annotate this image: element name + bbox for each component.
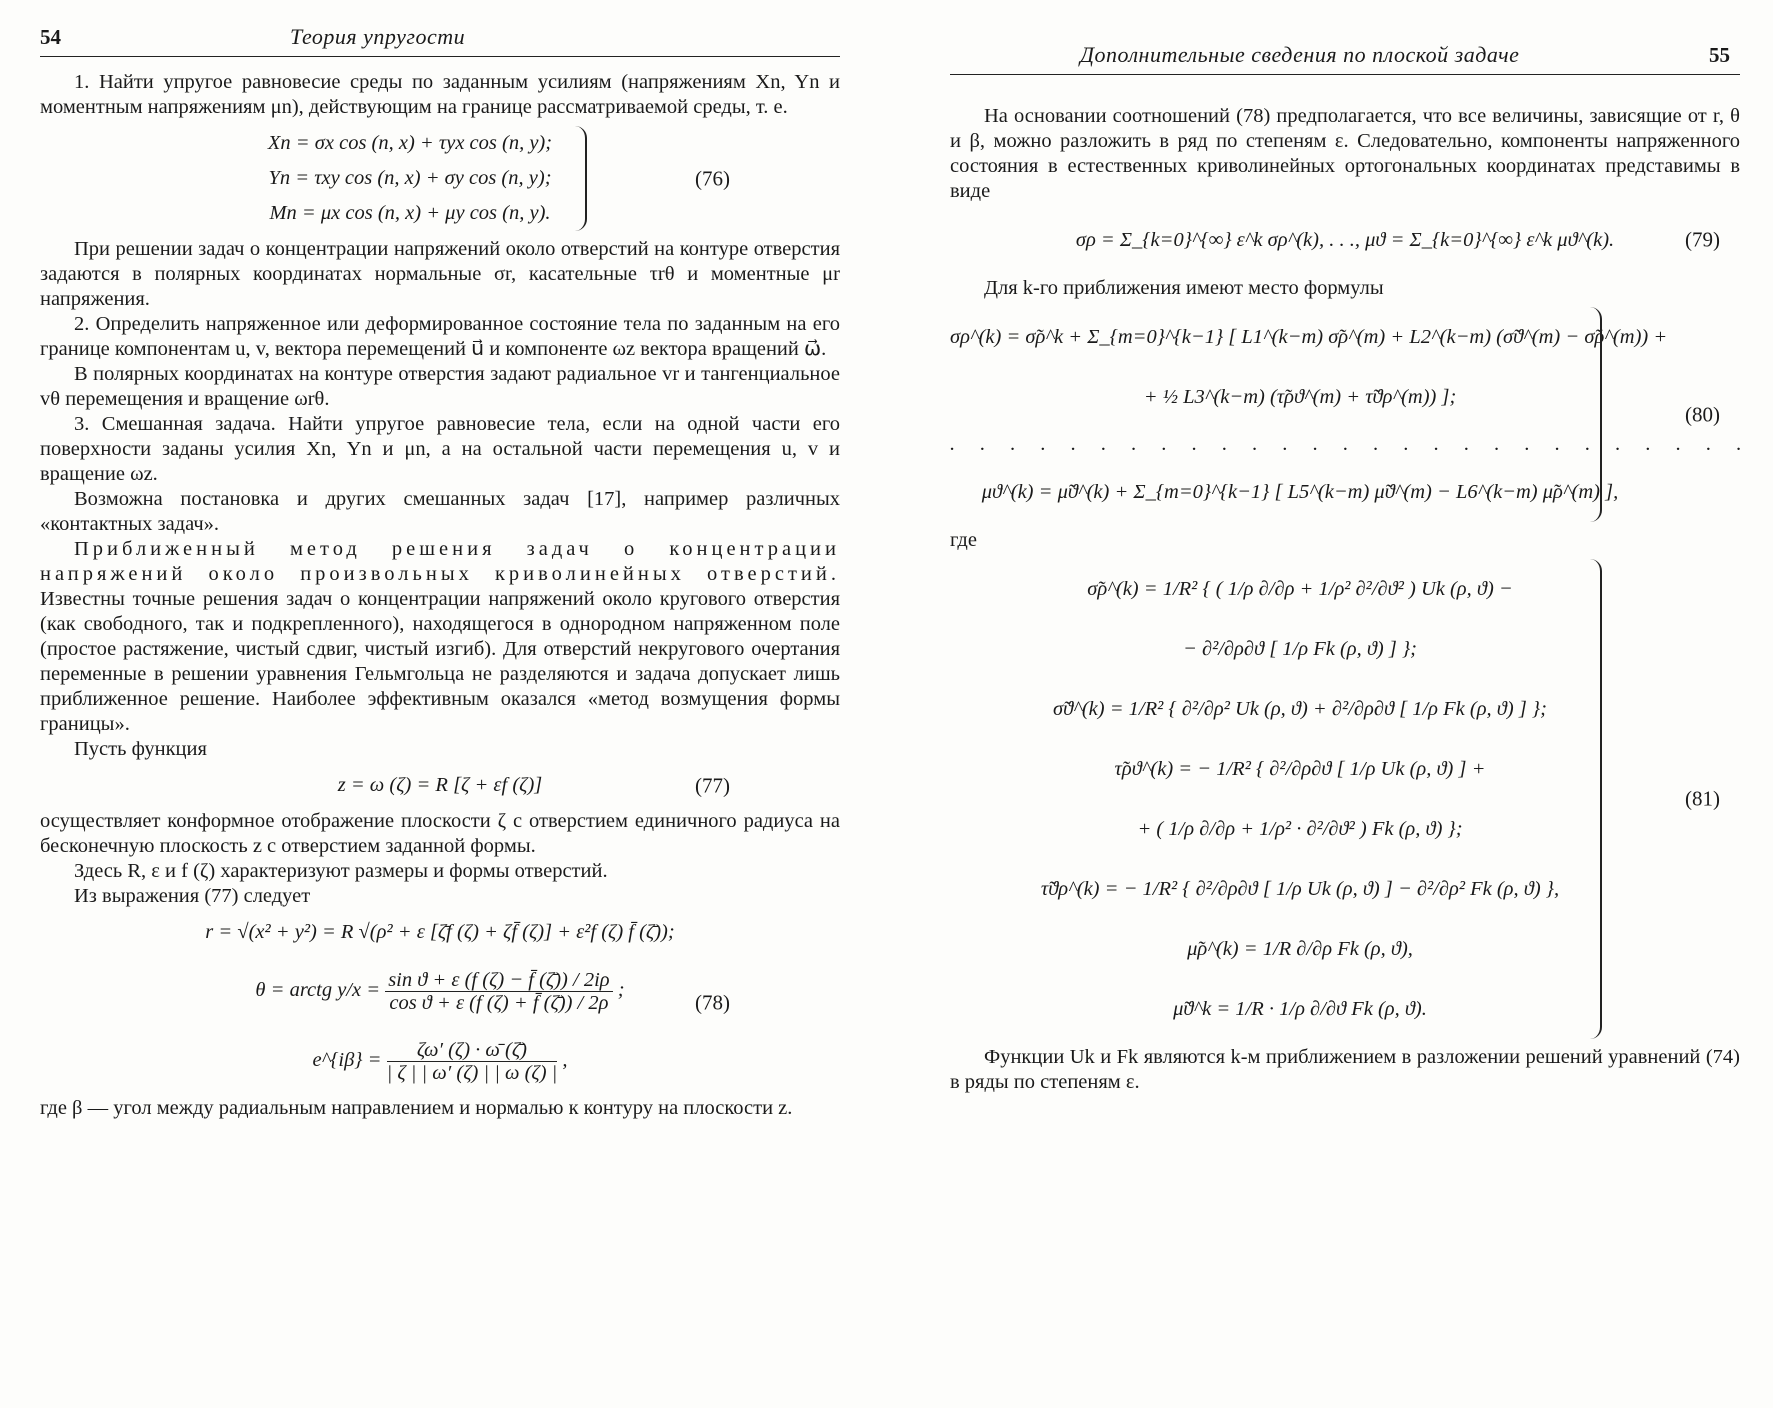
right-brace: [575, 126, 587, 231]
paragraph: При решении задач о концентрации напряжений около отверстий на контуре отверстия задаются в полярных координатах нормальные σr, касательные τrθ и моментные μr напряжения.: [40, 238, 840, 310]
equation-76: [40, 126, 840, 231]
equation-78: [40, 915, 840, 1090]
equation-line: σρ = Σ_{k=0}^{∞} ε^k σρ^(k), . . ., μϑ = Σ_{k=0}^{∞} ε^k μϑ^(k).: [1075, 229, 1615, 251]
equation-dots: . . . . . . . . . . . . . . . . . . . . . . . . . . .: [950, 433, 1752, 455]
denominator: | ζ | | ω′ (ζ) | | ω (ζ) |: [386, 1061, 558, 1084]
denominator: cos ϑ + ε (f (ζ) + f̄ (ζ̄)) / 2ρ: [389, 991, 609, 1014]
paragraph: Функции Uk и Fk являются k-м приближением в разложении решений уравнений (74) в ряды по степеням ε.: [950, 1046, 1740, 1093]
equation-number: (76): [695, 166, 730, 190]
equation-line: μ̃ρ^(k) = 1/R ∂/∂ρ Fk (ρ, ϑ),: [1187, 938, 1413, 960]
equation-line: τ̃ϑρ^(k) = − 1/R² { ∂²/∂ρ∂ϑ [ 1/ρ Uk (ρ, ϑ) ] − ∂²/∂ρ² Fk (ρ, ϑ) },: [1040, 878, 1560, 900]
numerator: sin ϑ + ε (f (ζ) − f̄ (ζ̄)) / 2iρ: [385, 969, 612, 992]
equation-line: Xn = σx cos (n, x) + τyx cos (n, y);: [267, 132, 553, 154]
paragraph: В полярных координатах на контуре отверстия задают радиальное vr и тангенциальное vθ перемещения и вращение ωrθ.: [40, 363, 840, 410]
equation-79: [950, 210, 1740, 270]
equation-line: + ( 1/ρ ∂/∂ρ + 1/ρ² · ∂²/∂ϑ² ) Fk (ρ, ϑ) };: [1137, 818, 1463, 840]
page-number: 54: [40, 25, 61, 49]
right-brace: [1590, 559, 1602, 1039]
left-header: [40, 22, 840, 57]
equation-number: (77): [695, 773, 730, 797]
equation-number: (79): [1685, 227, 1720, 252]
paragraph: 3. Смешанная задача. Найти упругое равновесие тела, если на одной части его поверхности заданы усилия Xn, Yn и μn, а на остальной части перемещения u, v и вращение ωz.: [40, 413, 840, 485]
spaced-heading: Приближенный метод решения задач о концентрации напряжений около произвольных криволинейных отверстий.: [40, 538, 840, 585]
equation-line: Yn = τxy cos (n, x) + σy cos (n, y);: [268, 167, 552, 189]
equation-line: μϑ^(k) = μ̃ϑ^(k) + Σ_{m=0}^{k−1} [ L5^(k−m) μ̃ϑ^(m) − L6^(k−m) μ̃ρ^(m) ],: [981, 481, 1619, 503]
page-number: 55: [1709, 43, 1730, 67]
paragraph: Возможна постановка и других смешанных задач [17], например различных «контактных задач».: [40, 488, 840, 535]
equation-number: (78): [695, 990, 730, 1014]
paragraph: [40, 537, 840, 737]
paragraph: Здесь R, ε и f (ζ) характеризуют размеры и формы отверстий.: [74, 860, 608, 882]
equation-line: z = ω (ζ) = R [ζ + εf (ζ)]: [337, 774, 543, 796]
equation-line: σρ^(k) = σ̃ρ^k + Σ_{m=0}^{k−1} [ L1^(k−m) σ̃ρ^(m) + L2^(k−m) (σ̃ϑ^(m) − σ̃ρ^(m)) +: [950, 326, 1668, 348]
equation-line: e^{iβ} = $\frac{\zeta\omega' (\zeta) \cdot \omegā (\zetā)}{| \zeta | | \omega' (\zeta) | | \omega (\zeta) |}$ ,: [312, 1038, 568, 1084]
equation-line: μ̃ϑ^k = 1/R · 1/ρ ∂/∂ϑ Fk (ρ, ϑ).: [1173, 998, 1427, 1020]
fraction: [387, 1039, 558, 1084]
right-page: [950, 0, 1752, 1408]
paragraph: На основании соотношений (78) предполагается, что все величины, зависящие от r, θ и β, можно разложить в ряд по степеням ε. Следовательно, компоненты напряженного состояния в естественных криволинейных ортогональных координатах представимы в виде: [950, 105, 1740, 202]
equation-80: [950, 307, 1752, 522]
equation-number: (81): [1685, 786, 1720, 811]
paragraph: осуществляет конформное отображение плоскости ζ с отверстием единичного радиуса на бесконечную плоскость z с отверстием заданной формы.: [40, 810, 840, 857]
paragraph-text: Известны точные решения задач о концентрации напряжений около кругового отверстия (как свободного, так и подкрепленного), находящегося в однородном напряженном поле (простое растяжение, чистый сдвиг, чистый изгиб). Для отверстий некругового очертания переменные в решении уравнения Гельмгольца не разделяются и задача допускает лишь приближенное решение. Наиболее эффективным оказался «метод возмущения формы границы».: [40, 588, 840, 735]
right-brace: [1590, 307, 1602, 522]
equation-line: − ∂²/∂ρ∂ϑ [ 1/ρ Fk (ρ, ϑ) ] };: [1182, 638, 1418, 660]
running-title: Теория упругости: [290, 24, 466, 49]
equation-77: [40, 768, 840, 803]
equation-line: σ̃ϑ^(k) = 1/R² { ∂²/∂ρ² Uk (ρ, ϑ) + ∂²/∂ρ∂ϑ [ 1/ρ Fk (ρ, ϑ) ] };: [1053, 698, 1547, 720]
equation-line: τ̃ρϑ^(k) = − 1/R² { ∂²/∂ρ∂ϑ [ 1/ρ Uk (ρ, ϑ) ] +: [1114, 758, 1486, 780]
equation-line: r = √(x² + y²) = R √(ρ² + ε [ζ̄f (ζ) + ζf̄ (ζ)] + ε²f (ζ) f̄ (ζ̄));: [205, 921, 675, 943]
equation-lhs: θ = arctg y/x =: [255, 979, 381, 1001]
equation-lhs: e^{iβ} =: [312, 1049, 382, 1071]
paragraph: 2. Определить напряженное или деформированное состояние тела по заданным на его границе компонентам u, v, вектора перемещений u⃗ и компоненте ωz вектора вращений ω⃗.: [40, 313, 840, 360]
paragraph: 1. Найти упругое равновесие среды по заданным усилиям (напряжениям Xn, Yn и моментным напряжениям μn), действующим на границе рассматриваемой среды, т. е.: [40, 71, 840, 118]
equation-line: θ = arctg y/x = $\frac{\text{sin ϑ + ε (f (ζ) − f̄ (ζ̄)) / 2iρ}}{\text{cos ϑ + ε (f (ζ) + f̄ (ζ̄)) / 2ρ}}$ ;: [255, 968, 625, 1014]
paragraph: где β — угол между радиальным направлением и нормалью к контуру на плоскости z.: [40, 1097, 793, 1119]
running-title: Дополнительные сведения по плоской задаче: [1080, 42, 1520, 67]
fraction: [385, 969, 612, 1014]
equation-number: (80): [1685, 402, 1720, 426]
equation-81: [950, 559, 1740, 1039]
equation-line: σ̃ρ^(k) = 1/R² { ( 1/ρ ∂/∂ρ + 1/ρ² ∂²/∂ϑ² ) Uk (ρ, ϑ) −: [1087, 578, 1513, 600]
left-body: [40, 70, 840, 1121]
right-header: [950, 40, 1740, 75]
left-page: [40, 0, 840, 1408]
where-label: где: [950, 529, 977, 551]
paragraph: Для k-го приближения имеют место формулы: [984, 277, 1384, 299]
equation-line: Mn = μx cos (n, x) + μy cos (n, y).: [269, 202, 551, 224]
equation-line: + ½ L3^(k−m) (τ̃ρϑ^(m) + τ̃ϑρ^(m)) ];: [1143, 386, 1457, 408]
numerator: ζω′ (ζ) · ω̄ (ζ̄): [387, 1039, 558, 1062]
right-body: [950, 104, 1752, 1095]
paragraph: Пусть функция: [74, 738, 207, 760]
paragraph: Из выражения (77) следует: [74, 885, 311, 907]
